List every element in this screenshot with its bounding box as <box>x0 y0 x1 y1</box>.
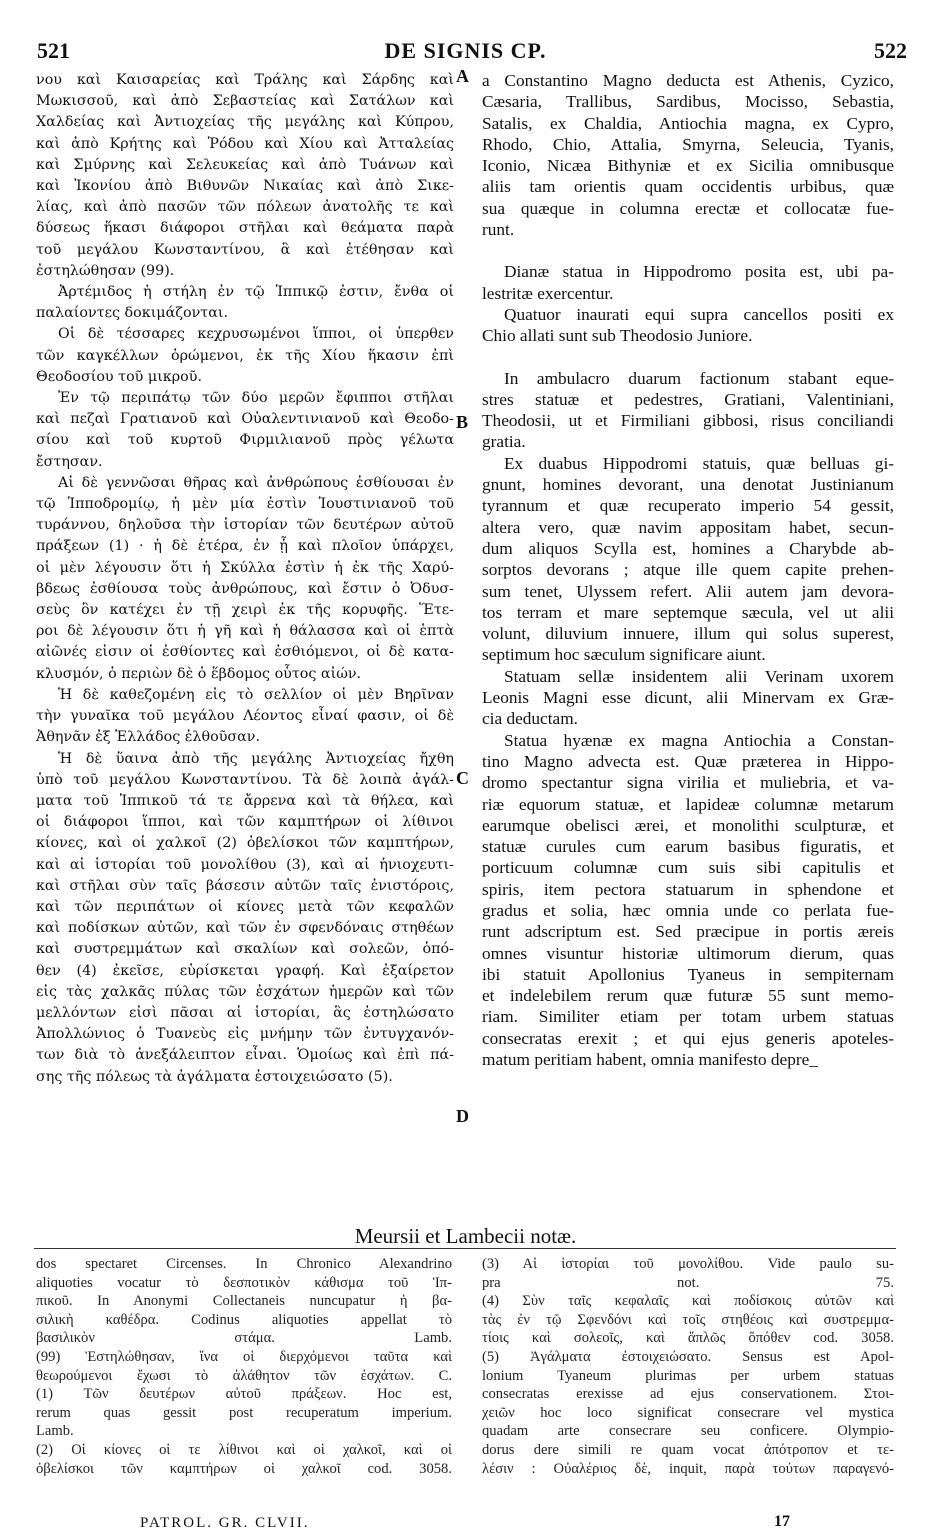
latin-line: sorptos devorans ; atque ille quem capite prehen- <box>482 560 894 580</box>
greek-line: Ἡ δὲ ὕαινα ἀπὸ τῆς μεγάλης Ἀντιοχείας ἤχθη <box>58 750 454 767</box>
latin-line: omnes visuntur historiæ ultimorum dierum, quas <box>482 943 894 963</box>
greek-line: Οἱ δὲ τέσσαρες κεχρυσωμένοι ἵπποι, οἱ ὑπερθεν <box>58 326 454 343</box>
latin-line: Statuam sellæ insidentem alii Verinam uxorem <box>504 666 894 686</box>
greek-paragraph <box>36 749 454 1088</box>
latin-line: sua quæque in columna erectæ et collocatæ fue- <box>482 198 894 218</box>
margin-letter-d: D <box>456 1106 469 1126</box>
greek-line: Ἀπολλώνιος ὁ Τυανεὺς εἰς μνήμην τῶν ἐντυγχανόν- <box>36 1026 454 1043</box>
notes-divider <box>34 1248 896 1249</box>
latin-line: In ambulacro duarum factionum stabant eque- <box>504 368 894 388</box>
greek-line: δύσεως ἥκασι διάφοροι στῆλαι καὶ θεάματα παρὰ <box>36 220 454 237</box>
greek-line: εἰς τὰς χαλκᾶς πύλας τῶν ἐσχάτων ἡμερῶν καὶ τῶν <box>36 983 454 1000</box>
latin-line: altera vero, quæ navim appositam habet, secun- <box>482 517 894 537</box>
greek-line: τοῦ μεγάλου Κωνσταντίνου, ἃ καὶ ἐτέθησαν καὶ <box>36 241 454 258</box>
latin-line: ibi statuit Apollonius Tyaneus in sempiternam <box>482 964 894 984</box>
greek-line: ὑπὸ τοῦ μεγάλου Κωνσταντίνου. Τὰ δὲ λοιπὰ ἀγάλ- <box>36 771 454 788</box>
greek-line: σης τῆς πόλεως τὰ ἀγάλματα ἐστοιχειώσατο (5). <box>36 1068 393 1085</box>
notes-left-column <box>36 1255 452 1478</box>
running-header <box>0 38 931 68</box>
latin-line: Satalis, ex Chaldia, Antiochia magna, ex Cypro, <box>482 113 894 133</box>
greek-line: ροι δὲ λέγουσιν ὅτι ἡ γῆ καὶ ἡ θάλασσα καὶ οἱ ἑπτὰ <box>36 623 454 640</box>
note-line: τίοις καὶ σολεοῖς, καὶ ἅπλῶς ὅπόθεν cod. 3058. <box>482 1330 894 1347</box>
margin-letter-b: B <box>456 412 469 432</box>
note-line: dorus dere simili re quam vocat ἀπότροπον et τε- <box>482 1441 894 1458</box>
latin-line: tino Magno advecta est. Quæ præterea in Hippo- <box>482 751 894 771</box>
greek-line: καὶ συστρεμμάτων καὶ σκαλίων καὶ σολεῶν, ὁπό- <box>36 941 454 958</box>
latin-paragraph <box>482 730 894 1071</box>
latin-paragraph <box>482 261 894 304</box>
greek-line: κλυσμόν, ὁ περιὼν δὲ ὁ ἕβδομος οὗτος αἰών. <box>36 665 362 682</box>
latin-line: volunt, diluvium innuere, illum qui solus superest, <box>482 624 894 644</box>
greek-line: νου καὶ Καισαρείας καὶ Τράλης καὶ Σάρδης καὶ <box>36 72 454 88</box>
note-line: Lamb. <box>36 1423 74 1440</box>
latin-line: spiris, item pectora statuarum in sphendone et <box>482 879 894 899</box>
latin-line: Rhodo, Chio, Attalia, Smyrna, Seleucia, Tyanis, <box>482 134 894 154</box>
note-line: (4) Σὺν ταῖς κεφαλαῖς καὶ ποδίσκοις αὐτῶν καὶ <box>482 1293 894 1310</box>
note-block <box>36 1255 452 1478</box>
greek-line: καὶ ποδίσκων αὐτῶν, καὶ τῶν ἐν σφενδόναις στηθέων <box>36 920 454 937</box>
latin-line: septimum hoc sæculum significare aiunt. <box>482 645 766 665</box>
greek-line: Ἀρτέμιδος ἡ στήλη ἐν τῷ Ἱππικῷ ἐστιν, ἔνθα οἱ <box>58 284 454 301</box>
note-line: (3) Αἱ ἱστορίαι τοῦ μονολίθου. Vide paulo su- <box>482 1256 894 1272</box>
latin-line: consecratas erexit ; et qui ejus generis apoteles- <box>482 1028 894 1048</box>
latin-line: Leonis Magni esse dicunt, alii Minervam ex Græ- <box>482 688 894 708</box>
latin-line: Dianæ statua in Hippodromo posita est, ubi pa- <box>504 262 894 282</box>
greek-line: Ἀθηνᾶν ἐξ Ἑλλάδος ἐλθοῦσαν. <box>36 729 261 746</box>
latin-line: sum tenet, Ulyssem refert. Alii autem jam devora- <box>482 581 894 601</box>
greek-line: οἱ διάφοροι ἵπποι, καὶ τῶν καμπτήρων οἱ λίθινοι <box>36 814 454 831</box>
latin-line: Chio allati sunt sub Theodosio Juniore. <box>482 326 753 346</box>
greek-line: παλαίοντες δοκιμάζονται. <box>36 305 229 322</box>
greek-line: τὴν γυναῖκα τοῦ μεγάλου Λέοντος εἶναί φασιν, οἱ δὲ <box>36 708 454 725</box>
page-number-right: 522 <box>874 38 907 63</box>
latin-line: Theodosii, ut et Firmiliani gibbosi, risus conciliandi <box>482 411 894 431</box>
latin-line: Iconio, Nicæa Bithyniæ et ex Sicilia omnibusque <box>482 156 894 176</box>
note-line: λέσιν : Οὐαλέριος δὲ, inquit, παρὰ τούτων παραγενό- <box>482 1460 894 1477</box>
latin-paragraph <box>482 304 894 347</box>
greek-line: τῶν καγκέλλων ὁρώμενοι, ἐκ τῆς Χίου ἥκασιν ἐπὶ <box>36 347 454 364</box>
greek-line: καὶ Ἰκονίου ἀπὸ Βιθυνῶν Νικαίας καὶ ἀπὸ Σικε- <box>36 178 454 195</box>
latin-line: lestritæ exercentur. <box>482 283 614 303</box>
greek-paragraph <box>36 388 454 473</box>
note-line: βασιλικὸν στάμα. Lamb. <box>36 1330 452 1347</box>
note-line: (2) Οἱ κίονες οἱ τε λίθινοι καὶ οἱ χαλκοῖ, καὶ οἱ <box>36 1441 452 1458</box>
greek-line: βδεως ἐσθίουσα τοὺς ἀνθρώπους, καὶ ἔστιν ὁ Ὀδυσ- <box>36 580 454 597</box>
greek-paragraph <box>36 473 454 685</box>
latin-line: gnunt, homines devorant, una denotat Justinianum <box>482 475 894 495</box>
latin-line: matum peritiam habent, omnia manifesto depre_ <box>482 1050 818 1070</box>
latin-line: runt. <box>482 220 515 240</box>
margin-letter-a: A <box>456 66 469 86</box>
greek-line: τυράννου, δηλοῦσα τὴν ἱστορίαν τῶν δευτέρων αὐτοῦ <box>36 517 454 534</box>
latin-line: dromo spectantur signa virilia et muliebria, et va- <box>482 773 894 793</box>
greek-line: Χαλδείας καὶ Ἀντιοχείας τῆς μεγάλης καὶ Κύπρου, <box>36 114 454 131</box>
latin-line: et indelebilem rerum quæ futuræ 55 sunt memo- <box>482 986 894 1006</box>
greek-line: καὶ πεζαὶ Γρατιανοῦ καὶ Οὐαλεντινιανοῦ καὶ Θεοδο- <box>36 411 454 428</box>
latin-line: cia deductam. <box>482 709 578 729</box>
note-line: σιλικὴ καθέδρα. Codinus aliquoties appellat τὸ <box>36 1311 452 1328</box>
greek-paragraph <box>36 324 454 388</box>
greek-text-column <box>36 70 454 1088</box>
paragraph-gap <box>482 240 894 261</box>
note-line: ὀβελίσκοι τῶν καμπτήρων οἱ χαλκοῖ cod. 3058. <box>36 1460 452 1477</box>
greek-line: Μωκισσοῦ, καὶ ἀπὸ Σεβαστείας καὶ Σατάλων καὶ <box>36 93 454 110</box>
greek-line: καὶ τῶν περιπάτων οἱ κίονες μετὰ τῶν κεφαλῶν <box>36 898 454 915</box>
header-title: DE SIGNIS CP. <box>384 38 547 63</box>
note-line: χειῶν hoc loco significat consecrare vel mystica <box>482 1404 894 1421</box>
greek-line: λίας, καὶ ἀπὸ πασῶν τῶν πόλεων ἀνατολῆς τε καὶ <box>36 199 454 216</box>
note-line: pra not. 75. <box>482 1274 894 1291</box>
latin-line: Cæsaria, Trallibus, Sardibus, Mocisso, Sebastia, <box>482 92 894 112</box>
notes-title: Meursii et Lambecii notæ. <box>354 1224 577 1248</box>
latin-line: dum aliquos Scylla est, homines a Charybde ab- <box>482 538 894 558</box>
greek-paragraph <box>36 70 454 282</box>
note-line: aliquoties vocatur τὸ δεσποτικὸν κάθισμα τοῦ Ἱπ- <box>36 1274 452 1291</box>
greek-line: σεὺς ὃν κατέχει ἐν τῇ χειρὶ ἐκ τῆς κορυφῆς. Ἕτε- <box>36 602 454 619</box>
note-line: πικοῦ. In Anonymi Collectaneis nuncupatur ἡ βα- <box>36 1293 452 1310</box>
note-line: τὰς ἐν τῷ Σφενδόνι καὶ τοῖς στηθέοις καὶ συστρεμμα- <box>482 1311 894 1328</box>
latin-line: stres statuæ et pedestres, Gratiani, Valentiniani, <box>482 389 894 409</box>
greek-line: θεν (4) ἐκεῖσε, εὑρίσκεται γραφή. Καὶ ἐξαίρετον <box>36 962 454 979</box>
latin-line: gradus et solia, hæc omnia unde co perlata fue- <box>482 900 894 920</box>
greek-line: Ἐν τῷ περιπάτῳ τῶν δύο μερῶν ἔφιπποι στῆλαι <box>58 390 454 407</box>
latin-line: runt adscriptum est. Sed præcipue in portis æreis <box>482 922 894 942</box>
greek-line: κίονες, καὶ οἱ χαλκοῖ (2) ὀβελίσκοι τῶν καμπτήρων, <box>36 835 454 852</box>
page-number-left: 521 <box>37 38 70 63</box>
latin-line: Quatuor inaurati equi supra cancellos positi ex <box>504 304 894 324</box>
greek-line: Αἱ δὲ γεννῶσαι θῆρας καὶ ἀνθρώπους ἐσθίουσαι ἐν <box>58 474 454 491</box>
latin-line: tyrannum et quæ recuperato imperio 54 gessit, <box>482 496 894 516</box>
greek-line: καὶ στῆλαι σὺν ταῖς βάσεσιν αὐτῶν ταῖς ἐνιστόροις, <box>36 877 454 894</box>
footer-sheet-number: 17 <box>774 1513 790 1530</box>
greek-line: οἱ μὲν λέγουσιν ὅτι ἡ Σκύλλα ἐστὶν ἡ ἐκ τῆς Χαρύ- <box>36 559 454 576</box>
note-line: (1) Τῶν δευτέρων αὐτοῦ πράξεων. Hoc est, <box>36 1386 452 1403</box>
margin-letter-c: C <box>456 768 469 788</box>
latin-line: riæ equorum statuæ, et lapideæ columnæ metarum <box>482 794 894 814</box>
greek-line: τῷ Ἱπποδρομίῳ, ἡ μὲν μία ἐστὶν Ἰουστινιανοῦ τοῦ <box>36 496 454 513</box>
note-line: (5) Ἀγάλματα ἐστοιχειώσατο. Sensus est Apol- <box>482 1348 894 1365</box>
latin-paragraph <box>482 453 894 666</box>
greek-line: ματα τοῦ Ἱππικοῦ τά τε ἄρρενα καὶ τὰ θήλεα, καὶ <box>36 792 454 809</box>
latin-paragraph <box>482 666 894 730</box>
greek-line: καὶ ἀπὸ Κρήτης καὶ Ῥόδου καὶ Χίου καὶ Ἀτταλείας <box>36 135 454 152</box>
notes-right-column <box>482 1255 894 1478</box>
latin-line: riam. Similiter etiam per totam urbem statuas <box>482 1007 894 1027</box>
greek-paragraph <box>36 282 454 324</box>
greek-line: σίου καὶ τοῦ κυρτοῦ Φιρμιλιανοῦ πρὸς γέλωτα <box>36 432 454 449</box>
greek-line: Ἡ δὲ καθεζομένη εἰς τὸ σελλίον οἱ μὲν Βηρῖναν <box>58 686 454 703</box>
latin-line: gratia. <box>482 432 526 452</box>
greek-line: πράξεων (1) · ἡ δὲ ἑτέρα, ἐν ᾗ καὶ πλοῖον ὑπάρχει, <box>36 538 454 555</box>
greek-line: Θεοδοσίου τοῦ μικροῦ. <box>36 368 202 385</box>
note-line: (99) Ἐστηλώθησαν, ἵνα οἱ διερχόμενοι ταῦτα καὶ <box>36 1348 452 1365</box>
latin-line: aliis tam orientis quam occidentis urbibus, quæ <box>482 177 894 197</box>
greek-line: των διὰ τὸ ἀνεξάλειπτον εἶναι. Ὁμοίως καὶ ἐπὶ πά- <box>36 1047 454 1064</box>
latin-line: earumque obelisci æreі, et monolithi sculpturæ, et <box>482 815 894 835</box>
latin-text-column <box>482 70 894 1070</box>
latin-paragraph <box>482 368 894 453</box>
latin-line: Ex duabus Hippodromi statuis, quæ belluas gi- <box>504 453 894 473</box>
greek-line: μελλόντων εἰσὶ πᾶσαι αἱ ἱστορίαι, ἃς ἐστηλώσατο <box>36 1004 454 1021</box>
greek-line: καὶ Σμύρνης καὶ Σελευκείας καὶ ἀπὸ Τυάνων καὶ <box>36 156 454 173</box>
greek-paragraph <box>36 685 454 749</box>
latin-line: porticuum columnæ cum suis sibi capitulis et <box>482 858 894 878</box>
greek-line: καὶ αἱ ἱστορίαι τοῦ μονολίθου (3), καὶ αἱ ἡνιοχευτι- <box>36 856 454 873</box>
note-line: quadam arte consecrare seu conficere. Olympio- <box>482 1423 894 1440</box>
greek-line: ἔστησαν. <box>36 453 103 470</box>
footer-signature: PATROL. GR. CLVII. <box>140 1515 310 1531</box>
latin-line: Statua hyænæ ex magna Antiochia a Constan- <box>504 730 894 750</box>
latin-line: a Constantino Magno deducta est Athenis, Cyzico, <box>482 71 894 90</box>
note-block <box>482 1255 894 1478</box>
latin-line: tos terram et mare septemque sæcula, vel ut alii <box>482 602 894 622</box>
note-line: rerum quas gessit post recuperatum imperium. <box>36 1404 452 1421</box>
note-line: consecratas erexisse ad ejus conservationem. Στοι- <box>482 1386 894 1403</box>
note-line: θεωρούμενοι ἔχωσι τὸ ἀλάθητον τῶν ἐσχάτων. C. <box>36 1367 452 1384</box>
latin-paragraph <box>482 70 894 240</box>
note-line: dos spectaret Circenses. In Chronico Alexandrino <box>36 1256 452 1272</box>
paragraph-gap <box>482 347 894 368</box>
greek-line: ἐστηλώθησαν (99). <box>36 262 175 279</box>
note-line: lonium Tyaneum plurimas per urbem statuas <box>482 1367 894 1384</box>
latin-line: statuæ curules cum earum basibus figuratis, et <box>482 837 894 857</box>
greek-line: αἰῶνές εἰσιν οἱ ἐσθίοντες καὶ ἐσθιόμενοι, οἱ δὲ κατα- <box>36 644 454 661</box>
